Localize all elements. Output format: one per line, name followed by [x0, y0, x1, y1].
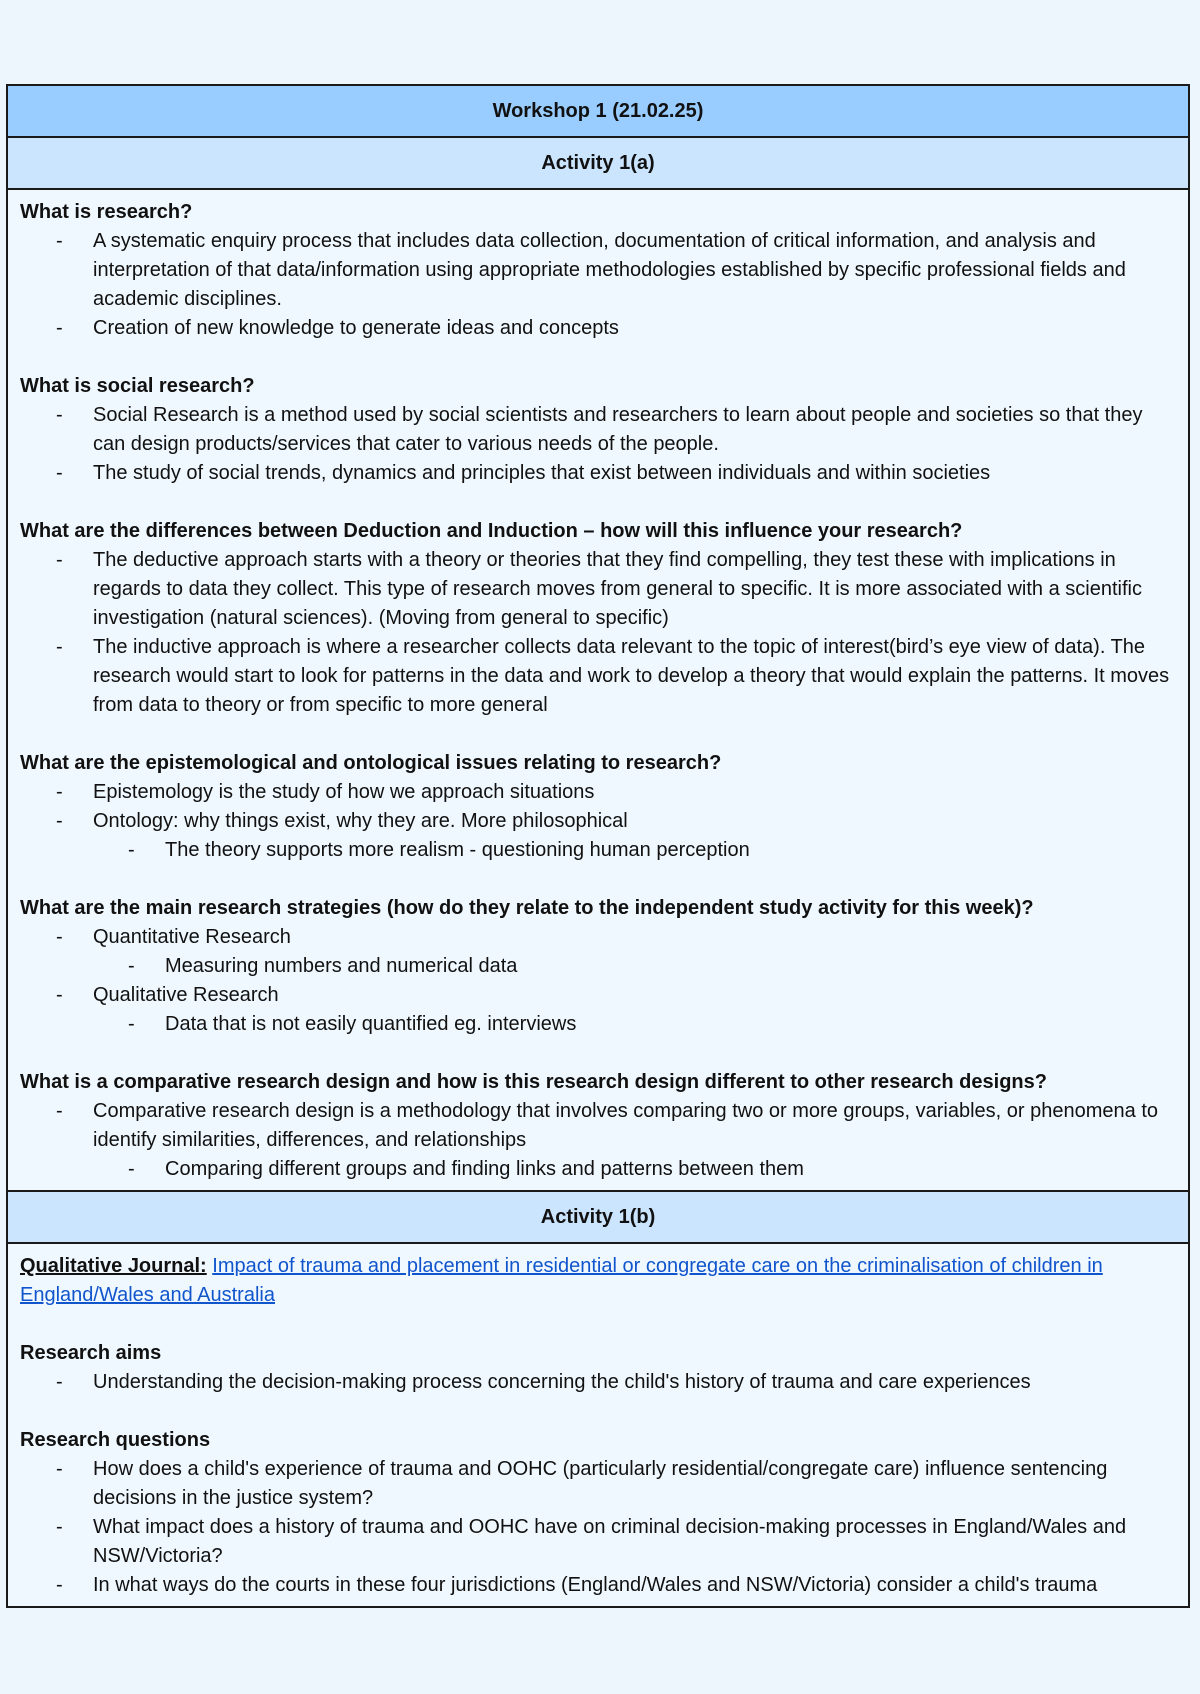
- activity-1b-content: [8, 1244, 1188, 1606]
- list-item: - The deductive approach starts with a theory or theories that they find compelling, they test these with implications in regards to data they collect. This type of research moves from general to specific. It is more associated with a scientific investigation (natural sciences). (Moving from general to specific): [20, 546, 1176, 633]
- journal-line: [20, 1252, 1176, 1310]
- sub-list-item: - Measuring numbers and numerical data: [20, 952, 1176, 981]
- journal-label: Qualitative Journal:: [20, 1255, 207, 1277]
- list-item: - In what ways do the courts in these four jurisdictions (England/Wales and NSW/Victoria) consider a child's trauma: [20, 1571, 1176, 1600]
- question-heading: What is social research?: [20, 375, 255, 397]
- answer-list: [20, 227, 1176, 343]
- list-item: - The inductive approach is where a researcher collects data relevant to the topic of interest(bird’s eye view of data). The research would start to look for patterns in the data and work to develop a theory that would explain the patterns. It moves from data to theory or from specific to more general: [20, 633, 1176, 720]
- list-item: - What impact does a history of trauma and OOHC have on criminal decision-making processes in England/Wales and NSW/Victoria?: [20, 1513, 1176, 1571]
- list-item: - Comparative research design is a methodology that involves comparing two or more groups, variables, or phenomena to identify similarities, differences, and relationships: [20, 1097, 1176, 1155]
- journal-link[interactable]: Impact of trauma and placement in residential or congregate care on the criminalisation of children in England/Wales and Australia: [20, 1255, 1103, 1306]
- answer-list: [20, 546, 1176, 720]
- list-item: - Qualitative Research: [20, 981, 1176, 1010]
- workshop-title: Workshop 1 (21.02.25): [8, 86, 1188, 138]
- sub-list-item: - Data that is not easily quantified eg. interviews: [20, 1010, 1176, 1039]
- answer-list: [20, 778, 1176, 865]
- activity-1b-heading: Activity 1(b): [8, 1192, 1188, 1244]
- sub-list-item: - The theory supports more realism - questioning human perception: [20, 836, 1176, 865]
- question-heading: What is a comparative research design and how is this research design different to other research designs?: [20, 1071, 1047, 1093]
- questions-heading: Research questions: [20, 1429, 211, 1451]
- list-item: - Creation of new knowledge to generate ideas and concepts: [20, 314, 1176, 343]
- activity-1a-heading: Activity 1(a): [8, 138, 1188, 190]
- list-item: - How does a child's experience of trauma and OOHC (particularly residential/congregate care) influence sentencing decisions in the justice system?: [20, 1455, 1176, 1513]
- question-heading: What are the epistemological and ontological issues relating to research?: [20, 752, 722, 774]
- aims-list: [20, 1368, 1176, 1397]
- aims-heading: Research aims: [20, 1342, 162, 1364]
- question-heading: What are the main research strategies (how do they relate to the independent study activity for this week)?: [20, 897, 1034, 919]
- sub-list-item: - Comparing different groups and finding links and patterns between them: [20, 1155, 1176, 1184]
- list-item: - A systematic enquiry process that includes data collection, documentation of critical information, and analysis and interpretation of that data/information using appropriate methodologies established by specific professional fields and academic disciplines.: [20, 227, 1176, 314]
- answer-list: [20, 401, 1176, 488]
- questions-list: [20, 1455, 1176, 1600]
- list-item: - Epistemology is the study of how we approach situations: [20, 778, 1176, 807]
- list-item: - Ontology: why things exist, why they are. More philosophical: [20, 807, 1176, 836]
- workshop-table: [6, 84, 1190, 1608]
- list-item: - Social Research is a method used by social scientists and researchers to learn about people and societies so that they can design products/services that cater to various needs of the people.: [20, 401, 1176, 459]
- answer-list: [20, 1097, 1176, 1184]
- question-heading: What are the differences between Deduction and Induction – how will this influence your research?: [20, 520, 963, 542]
- list-item: - Understanding the decision-making process concerning the child's history of trauma and care experiences: [20, 1368, 1176, 1397]
- activity-1a-content: [8, 190, 1188, 1192]
- list-item: - The study of social trends, dynamics and principles that exist between individuals and within societies: [20, 459, 1176, 488]
- list-item: - Quantitative Research: [20, 923, 1176, 952]
- answer-list: [20, 923, 1176, 1039]
- question-heading: What is research?: [20, 201, 193, 223]
